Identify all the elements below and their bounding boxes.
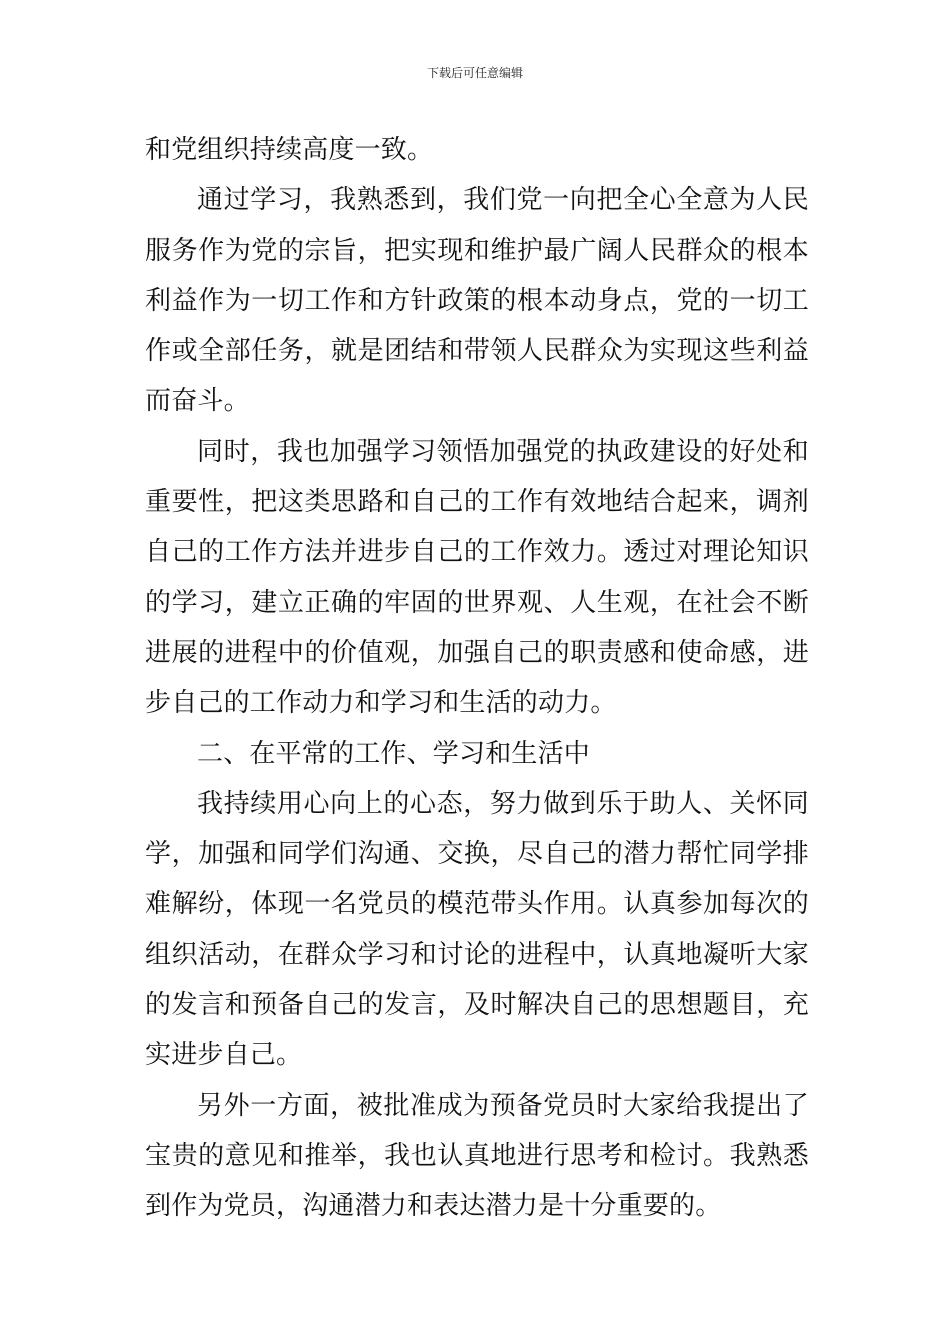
- paragraph: 通过学习，我熟悉到，我们党一向把全心全意为人民服务作为党的宗旨，把实现和维护最广阔人民群众的根本利益作为一切工作和方针政策的根本动身点，党的一切工作或全部任务，就是团结和带领人民群众为实现这些利益而奋斗。: [145, 185, 809, 417]
- paragraph: 我持续用心向上的心态，努力做到乐于助人、关怀同学，加强和同学们沟通、交换，尽自己的潜力帮忙同学排难解纷，体现一名党员的模范带头作用。认真参加每次的组织活动，在群众学习和讨论的进程中，认真地凝听大家的发言和预备自己的发言，及时解决自己的思想题目，充实进步自己。: [145, 788, 809, 1071]
- paragraph: 另外一方面，被批准成为预备党员时大家给我提出了宝贵的意见和推举，我也认真地进行思考和检讨。我熟悉到作为党员，沟通潜力和表达潜力是十分重要的。: [145, 1090, 809, 1222]
- document-body: [145, 125, 809, 1232]
- page-header: 下载后可任意编辑: [426, 66, 523, 80]
- section-heading: 二、在平常的工作、学习和生活中: [197, 738, 591, 769]
- paragraph: 同时，我也加强学习领悟加强党的执政建设的好处和重要性，把这类思路和自己的工作有效地结合起来，调剂自己的工作方法并进步自己的工作效力。透过对理论知识的学习，建立正确的牢固的世界观、人生观，在社会不断进展的进程中的价值观，加强自己的职责感和使命感，进步自己的工作动力和学习和生活的动力。: [145, 436, 809, 719]
- paragraph-continuation: 和党组织持续高度一致。: [145, 135, 434, 165]
